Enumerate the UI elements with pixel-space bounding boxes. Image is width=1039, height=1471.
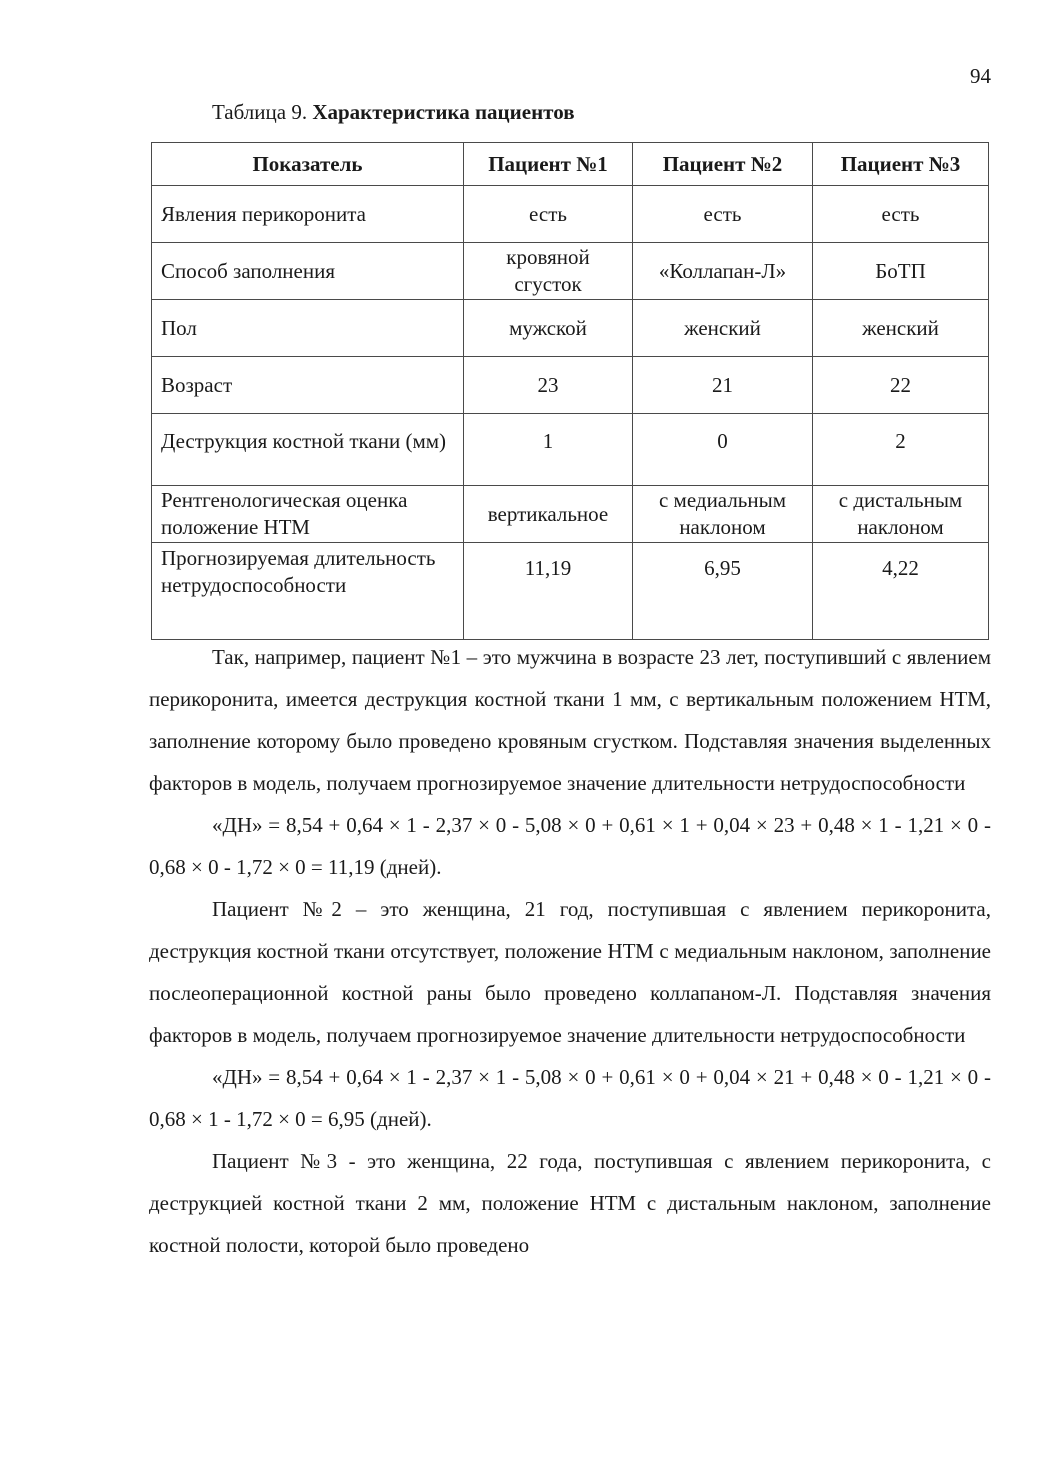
cell-value: 6,95 [633,543,813,640]
row-label: Рентгенологическая оценка положение НТМ [152,486,464,543]
header-patient-2: Пациент №2 [633,143,813,186]
cell-value: 23 [464,357,633,414]
paragraph-patient-2: Пациент №2 – это женщина, 21 год, поступившая с явлением перикоронита, деструкция костной ткани отсутствует, положение НТМ с медиальным наклоном, заполнение послеоперационной костной раны было проведено коллапаном-Л. Подставляя значения факторов в модель, получаем прогнозируемое значение длительности нетрудоспособности [149,897,991,1047]
table-row [152,186,989,243]
table-row [152,414,989,486]
cell-value: вертикальное [464,486,633,543]
table-row [152,300,989,357]
table-row [152,543,989,640]
table-caption-prefix: Таблица 9. [212,100,313,124]
row-label: Возраст [152,357,464,414]
cell-value: есть [464,186,633,243]
cell-value: 21 [633,357,813,414]
cell-value: есть [633,186,813,243]
header-indicator: Показатель [152,143,464,186]
paragraph-patient-1: Так, например, пациент №1 – это мужчина в возрасте 23 лет, поступивший с явлением перикоронита, имеется деструкция костной ткани 1 мм, с вертикальным положением НТМ, заполнение которому было проведено кровяным сгустком. Подставляя значения выделенных факторов в модель, получаем прогнозируемое значение длительности нетрудоспособности [149,645,991,795]
row-label: Способ заполнения [152,243,464,300]
cell-value: женский [633,300,813,357]
row-label: Явления перикоронита [152,186,464,243]
row-label: Деструкция костной ткани (мм) [152,414,464,486]
cell-value: 11,19 [464,543,633,640]
body-text [149,636,991,1266]
row-label: Пол [152,300,464,357]
cell-value: женский [813,300,989,357]
table-header-row [152,143,989,186]
paragraph-patient-3: Пациент №3 - это женщина, 22 года, поступившая с явлением перикоронита, с деструкцией костной ткани 2 мм, положение НТМ с дистальным наклоном, заполнение костной полости, которой было проведено [149,1149,991,1257]
cell-value: с медиальным наклоном [633,486,813,543]
table-row [152,357,989,414]
cell-value: с дистальным наклоном [813,486,989,543]
cell-value: 2 [813,414,989,486]
cell-value: 22 [813,357,989,414]
table-row [152,243,989,300]
table-caption-title: Характеристика пациентов [312,100,575,124]
cell-value: есть [813,186,989,243]
page-number: 94 [970,64,991,88]
formula-patient-2: «ДН» = 8,54 + 0,64 × 1 - 2,37 × 1 - 5,08 × 0 + 0,61 × 0 + 0,04 × 21 + 0,48 × 0 - 1,21 × 0 - 0,68 × 1 - 1,72 × 0 = 6,95 (дней). [149,1065,991,1131]
table-caption [212,100,575,125]
formula-patient-1: «ДН» = 8,54 + 0,64 × 1 - 2,37 × 0 - 5,08 × 0 + 0,61 × 1 + 0,04 × 23 + 0,48 × 1 - 1,21 × 0 - 0,68 × 0 - 1,72 × 0 = 11,19 (дней). [149,813,991,879]
table-row [152,486,989,543]
cell-value: кровяной сгусток [464,243,633,300]
header-patient-3: Пациент №3 [813,143,989,186]
cell-value: мужской [464,300,633,357]
cell-value: 0 [633,414,813,486]
header-patient-1: Пациент №1 [464,143,633,186]
cell-value: 4,22 [813,543,989,640]
patients-table [151,142,989,640]
cell-value: «Коллапан-Л» [633,243,813,300]
row-label: Прогнозируемая длительность нетрудоспособности [152,543,464,640]
cell-value: БоТП [813,243,989,300]
cell-value: 1 [464,414,633,486]
